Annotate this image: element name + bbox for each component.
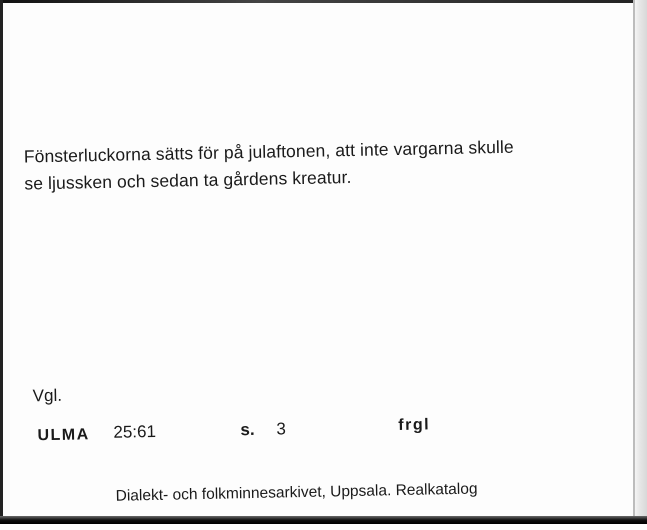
page-label: s. <box>240 419 255 440</box>
card-body-text <box>24 132 615 198</box>
page-number: 3 <box>276 419 287 439</box>
card-bottom-edge <box>0 516 647 524</box>
archive-code: ULMA <box>37 426 90 445</box>
card-text-line-1: Fönsterluckorna sätts för på julaftonen, att inte vargarna skulle <box>23 136 514 167</box>
archive-number: 25:61 <box>113 421 157 442</box>
reference-row <box>37 414 557 448</box>
vgl-label: Vgl. <box>32 385 63 406</box>
card-footer: Dialekt- och folkminnesarkivet, Uppsala. Realkatalog <box>115 480 478 505</box>
category-code: frgl <box>398 416 431 435</box>
card-text-line-2: se ljussken och sedan ta gårdens kreatur. <box>24 166 352 194</box>
